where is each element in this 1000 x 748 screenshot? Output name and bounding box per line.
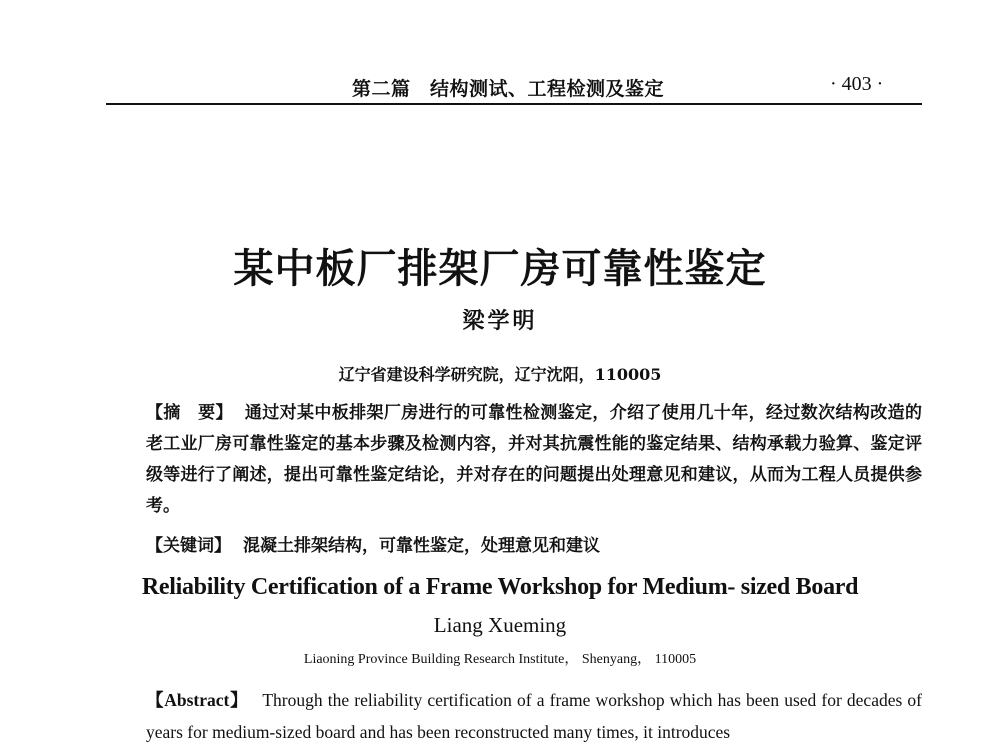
paper-title: 某中板厂排架厂房可靠性鉴定	[233, 245, 767, 292]
keywords-cn	[146, 531, 600, 556]
author-name: 梁学明	[462, 308, 538, 334]
author-affiliation: 辽宁省建设科学研究院，辽宁沈阳，110005	[338, 365, 662, 384]
english-abstract-label: 【Abstract】	[146, 690, 249, 710]
running-header-section: 第二篇 结构测试、工程检测及鉴定	[352, 78, 665, 100]
english-abstract-text: Through the reliability certification of a frame workshop which has been used for decades of years for medium-sized board and has been reconstructed many times, it introduces	[146, 690, 922, 742]
abstract-en	[146, 684, 922, 748]
keywords-text: 混凝土排架结构，可靠性鉴定，处理意见和建议	[243, 536, 600, 556]
header-rule	[106, 103, 922, 105]
english-author: Liang Xueming	[433, 613, 567, 637]
abstract-cn	[146, 398, 922, 522]
english-title: Reliability Certification of a Frame Workshop for Medium- sized Board	[141, 574, 859, 600]
english-affiliation: Liaoning Province Building Research Institute， Shenyang， 110005	[303, 652, 697, 667]
abstract-text: 通过对某中板排架厂房进行的可靠性检测鉴定，介绍了使用几十年，经过数次结构改造的老工业厂房可靠性鉴定的基本步骤及检测内容，并对其抗震性能的鉴定结果、结构承载力验算、鉴定评级等进行了阐述，提出可靠性鉴定结论，并对存在的问题提出处理意见和建议，从而为工程人员提供参考。	[146, 403, 923, 516]
abstract-label: 【摘 要】	[146, 403, 233, 423]
page-number: · 403 ·	[830, 73, 884, 95]
keywords-label: 【关键词】	[146, 536, 231, 556]
